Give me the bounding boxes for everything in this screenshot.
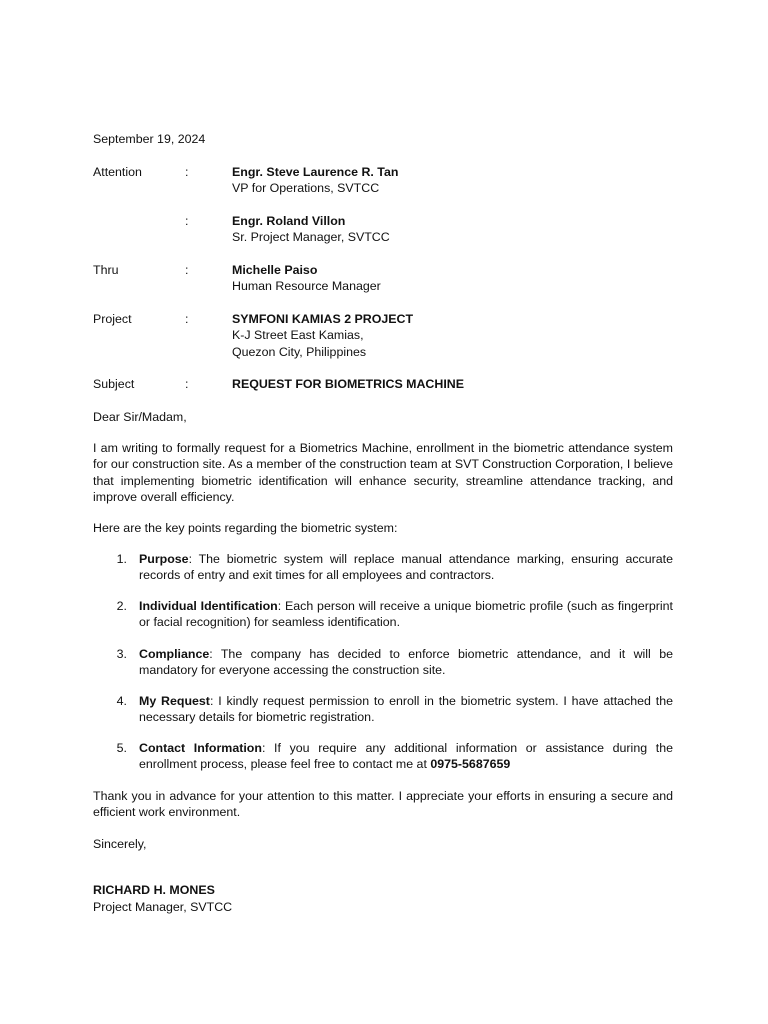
list-item-text: : The company has decided to enforce biometric attendance, and it will be mandatory for everyone accessing the construction site. [139, 647, 673, 678]
closing-paragraph: Thank you in advance for your attention to this matter. I appreciate your efforts in ensuring a secure and efficient work environment. [93, 789, 673, 820]
signatory-name: RICHARD H. MONES [93, 883, 215, 897]
list-item-title: Contact Information [139, 741, 262, 755]
list-item-purpose [139, 551, 673, 584]
intro-paragraph: I am writing to formally request for a Biometrics Machine, enrollment in the biometric attendance system for our construction site. As a member of the construction team at SVT Construction Corporation, I believe that implementing biometric identification will enhance security, streamline attendance tracking, and improve overall efficiency. [93, 441, 673, 504]
thru-name: Michelle Paiso [232, 263, 318, 277]
list-item-text: : I kindly request permission to enroll in the biometric system. I have attached the necessary details for biometric registration. [139, 694, 673, 725]
project-colon: : [185, 312, 189, 326]
recipient2-name: Engr. Roland Villon [232, 214, 346, 228]
list-item-text: : The biometric system will replace manual attendance marking, ensuring accurate records of entry and exit times for all employees and contractors. [139, 552, 673, 583]
thru-title: Human Resource Manager [232, 279, 381, 293]
project-address-line1: K-J Street East Kamias, [232, 328, 364, 342]
recipient1-title: VP for Operations, SVTCC [232, 181, 380, 195]
list-number: 2. [116, 599, 127, 613]
list-number: 5. [116, 741, 127, 755]
signatory-title: Project Manager, SVTCC [93, 900, 233, 914]
list-item-title: Compliance [139, 647, 210, 661]
list-item-text: : Each person will receive a unique biometric profile (such as fingerprint or facial recognition) for seamless identification. [139, 599, 674, 630]
closing: Sincerely, [93, 837, 147, 851]
recipient2-title: Sr. Project Manager, SVTCC [232, 230, 390, 244]
list-number: 1. [116, 552, 127, 566]
keypoints-intro: Here are the key points regarding the biometric system: [93, 521, 398, 535]
list-item-title: Purpose [139, 552, 189, 566]
project-label: Project [93, 312, 132, 326]
thru-colon: : [185, 263, 189, 277]
contact-phone: 0975-5687659 [430, 757, 511, 772]
list-number: 3. [116, 647, 127, 661]
attention-colon: : [185, 165, 189, 179]
subject-colon: : [185, 377, 189, 391]
salutation: Dear Sir/Madam, [93, 410, 187, 424]
list-item-title: My Request [139, 694, 210, 708]
list-item-title: Individual Identification [139, 599, 278, 613]
thru-label: Thru [93, 263, 119, 277]
project-address-line2: Quezon City, Philippines [232, 345, 367, 359]
list-item-text: : If you require any additional information or assistance during the enrollment process, please feel free to contact me at [139, 741, 673, 772]
list-item-compliance [139, 646, 673, 679]
list-item-identification [139, 598, 673, 631]
project-name: SYMFONI KAMIAS 2 PROJECT [232, 312, 414, 326]
subject-label: Subject [93, 377, 135, 391]
subject-text: REQUEST FOR BIOMETRICS MACHINE [232, 377, 464, 391]
attention-label: Attention [93, 165, 142, 179]
list-item-contact [139, 740, 673, 773]
list-number: 4. [116, 694, 127, 708]
letter-date: September 19, 2024 [93, 132, 206, 146]
list-item-request [139, 693, 673, 726]
recipient1-name: Engr. Steve Laurence R. Tan [232, 165, 399, 179]
attention2-colon: : [185, 214, 189, 228]
